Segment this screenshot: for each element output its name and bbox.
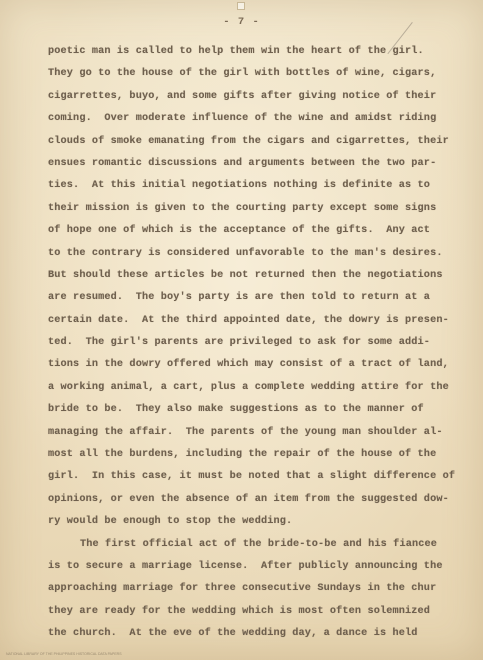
- text-line: tions in the dowry offered which may consist of a tract of land,: [48, 359, 449, 371]
- top-square-mark: [237, 2, 245, 10]
- text-line: managing the affair. The parents of the young man shoulder al-: [48, 426, 443, 438]
- text-line: a working animal, a cart, plus a complete wedding attire for the: [48, 381, 449, 393]
- text-line: ted. The girl's parents are privileged to ask for some addi-: [48, 337, 431, 349]
- text-line: girl. In this case, it must be noted that a slight difference of: [48, 471, 456, 483]
- text-line: the church. At the eve of the wedding day, a dance is held: [48, 628, 418, 640]
- typewritten-body: [48, 41, 468, 646]
- text-line: are resumed. The boy's party is are then told to return at a: [48, 292, 431, 304]
- text-line: They go to the house of the girl with bottles of wine, cigars,: [48, 68, 437, 80]
- text-line: clouds of smoke emanating from the cigars and cigarrettes, their: [48, 135, 449, 147]
- text-line: The first official act of the bride-to-be and his fiancee: [80, 538, 438, 550]
- text-line: cigarrettes, buyo, and some gifts after giving notice of their: [48, 90, 437, 102]
- text-line: But should these articles be not returned then the negotiations: [48, 269, 443, 281]
- text-line: is to secure a marriage license. After publicly announcing the: [48, 560, 443, 572]
- text-line: their mission is given to the courting party except some signs: [48, 202, 437, 214]
- text-line: poetic man is called to help them win the heart of the girl.: [48, 46, 424, 57]
- archive-footer: NATIONAL LIBRARY OF THE PHILIPPINES HISTORICAL DATA PAPERS: [6, 652, 122, 656]
- page-number: - 7 -: [223, 16, 260, 28]
- text-line: approaching marriage for three consecutive Sundays in the chur: [48, 583, 437, 595]
- text-line: they are ready for the wedding which is most often solemnized: [48, 605, 431, 617]
- text-line: to the contrary is considered unfavorable to the man's desires.: [48, 247, 443, 259]
- text-line: of hope one of which is the acceptance of the gifts. Any act: [48, 225, 431, 237]
- text-line: coming. Over moderate influence of the wine and amidst riding: [48, 113, 437, 125]
- text-line: bride to be. They also make suggestions as to the manner of: [48, 404, 424, 416]
- text-line: most all the burdens, including the repair of the house of the: [48, 449, 437, 461]
- text-line: certain date. At the third appointed date, the dowry is presen-: [48, 314, 449, 326]
- text-line: opinions, or even the absence of an item from the suggested dow-: [48, 493, 449, 505]
- text-line: ry would be enough to stop the wedding.: [48, 516, 293, 528]
- text-line: ensues romantic discussions and arguments between the two par-: [48, 157, 437, 169]
- text-line: ties. At this initial negotiations nothing is definite as to: [48, 180, 431, 192]
